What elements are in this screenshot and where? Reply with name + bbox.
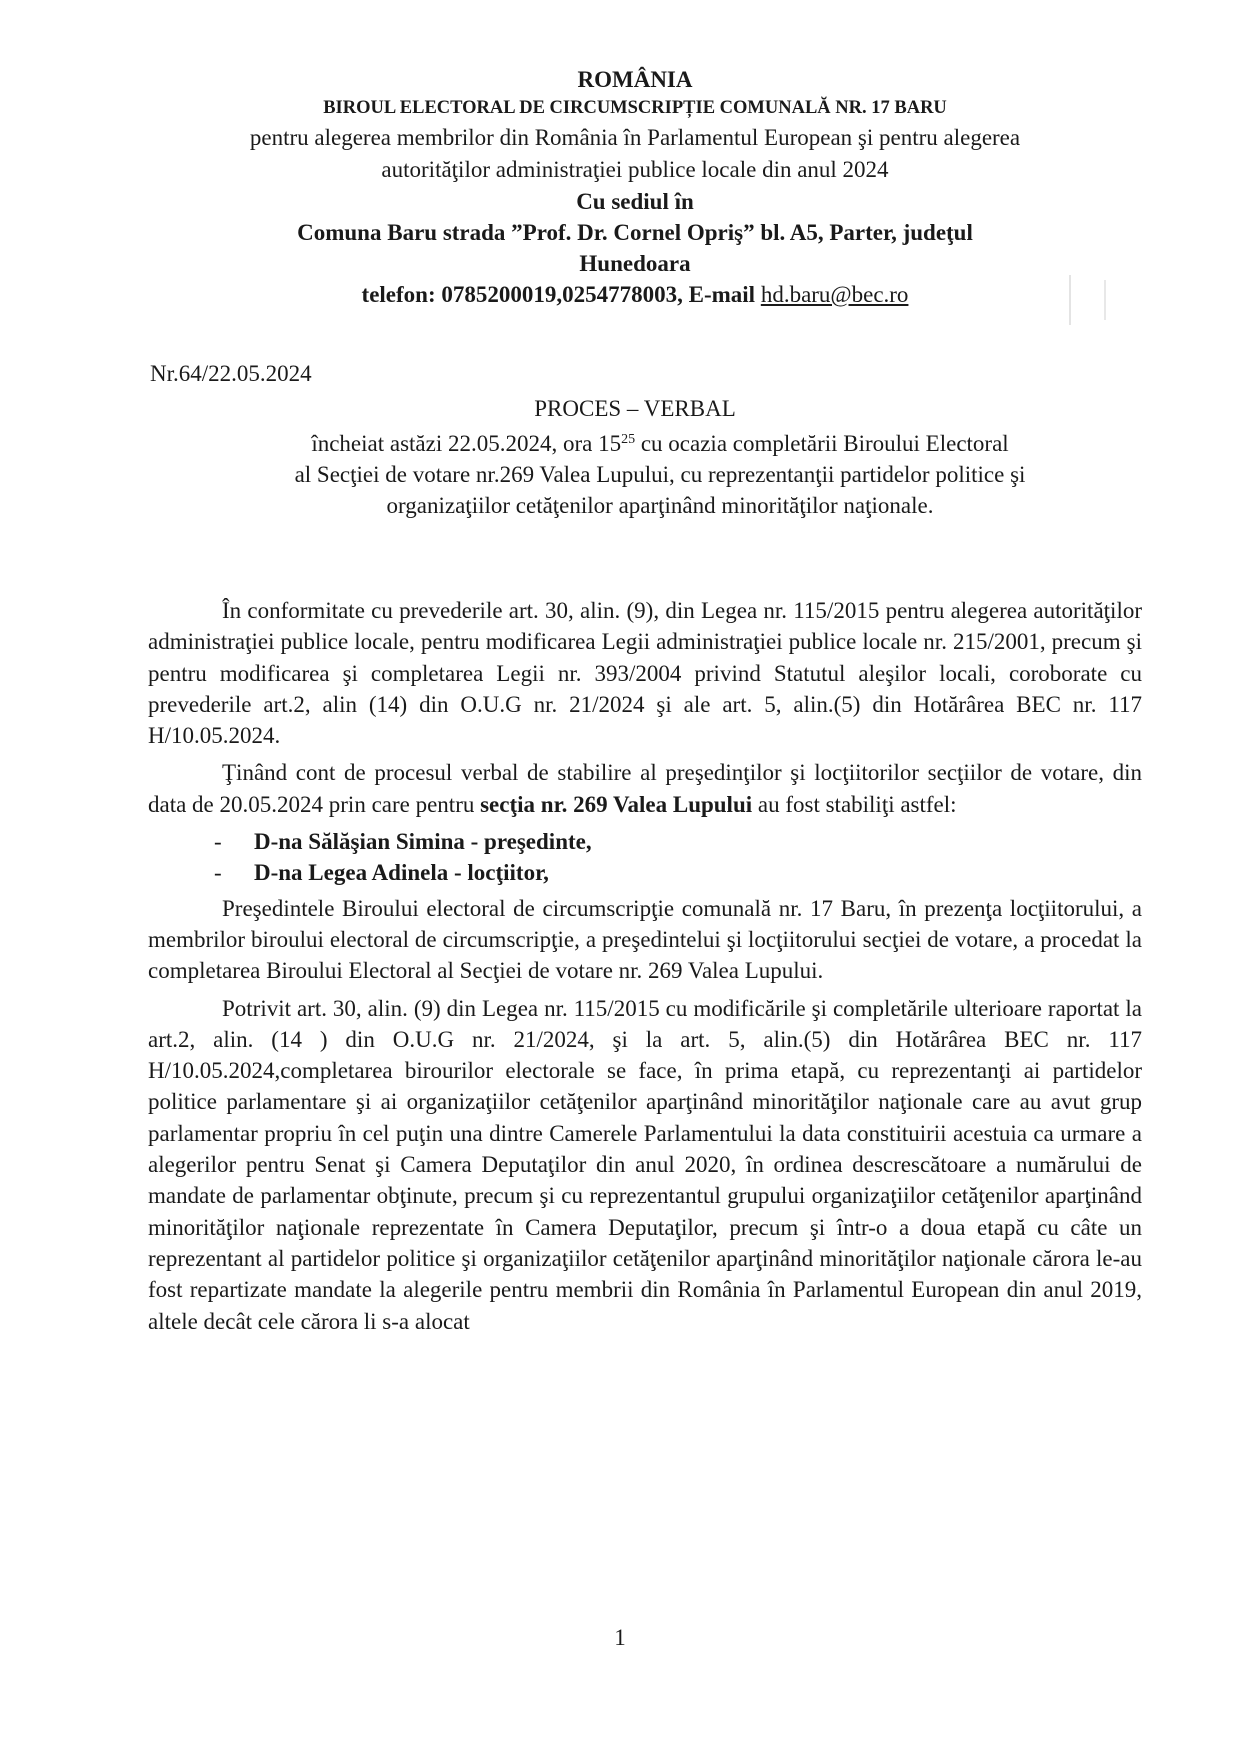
intro-text-part2: cu ocazia completării Biroului Electoral xyxy=(635,431,1009,456)
member-list-item xyxy=(148,857,1142,888)
paragraph-legal-basis: În conformitate cu prevederile art. 30, alin. (9), din Legea nr. 115/2015 pentru alegerea autorităţilor administraţiei publice locale, pentru modificarea Legii administraţiei publice locale nr. 215/2001, precum şi pentru modificarea şi completarea Legii nr. 393/2004 privind Statutul aleşilor locali, coroborate cu prevederile art.2, alin (14) din O.U.G nr. 21/2024 şi ale art. 5, alin.(5) din Hotărârea BEC nr. 117 H/10.05.2024. xyxy=(148,598,1142,749)
list-dash: - xyxy=(214,860,222,886)
intro-line-1 xyxy=(180,428,1140,459)
country-heading: ROMÂNIA xyxy=(577,67,693,92)
contact-phones: telefon: 0785200019,0254778003, E-mail xyxy=(361,282,761,307)
bureau-heading: BIROUL ELECTORAL DE CIRCUMSCRIPȚIE COMUNALĂ NR. 17 BARU xyxy=(323,98,947,118)
registration-number: Nr.64/22.05.2024 xyxy=(150,361,312,386)
document-title: PROCES – VERBAL xyxy=(534,396,736,421)
intro-line-3: organizaţiilor cetăţenilor aparţinând minorităţilor naţionale. xyxy=(386,493,934,518)
paragraph-procedure: Potrivit art. 30, alin. (9) din Legea nr. 115/2015 cu modificările şi completările ulterioare raportat la art.2, alin. (14 ) din O.U.G nr. 21/2024, şi la art. 5, alin.(5) din Hotărârea BEC nr. 117 H/10.05.2024,completarea birourilor electorale se face, în prima etapă, cu reprezentanţi ai partidelor politice parlamentare şi ai organizaţiilor cetăţenilor aparţinând minorităţilor naţionale care au avut grup parlamentar propriu în cel puţin una dintre Camerele Parlamentului la data constituirii acestuia ca urmare a alegerilor pentru Senat şi Camera Deputaţilor din anul 2020, în ordinea descrescătoare a numărului de mandate de parlamentar obţinute, precum şi cu reprezentantul grupului organizaţiilor cetăţenilor aparţinând minorităţilor naţionale reprezentate în Camera Deputaţilor, precum şi într-o a doua etapă cu câte un reprezentant al partidelor politice şi organizaţiilor cetăţenilor aparţinând minorităţilor naţionale cărora le-au fost repartizate mandate la alegerile pentru membrii din România în Parlamentul European din anul 2019, altele decât cele cărora li s-a alocat xyxy=(148,995,1142,1334)
paragraph-2-text: Ţinând cont de procesul verbal de stabilire al preşedinţilor şi locţiitorilor secţiilor de votare, din data de 20.05.2024 prin care pentru xyxy=(148,760,1142,817)
purpose-line-2: autorităţilor administraţiei publice locale din anul 2024 xyxy=(381,157,889,182)
list-dash: - xyxy=(214,829,222,855)
paragraph-section-presidents xyxy=(148,757,1142,820)
contact-line xyxy=(140,279,1130,310)
address-line-2: Hunedoara xyxy=(579,251,691,276)
member-deputy: D-na Legea Adinela - locţiitor, xyxy=(254,860,549,886)
paragraph-completion: Preşedintele Biroului electoral de circumscripţie comunală nr. 17 Baru, în prezenţa locţiitorului, a membrilor biroului electoral de circumscripţie, a preşedintelui şi locţiitorului secţiei de votare, a procedat la completarea Biroului Electoral al Secţiei de votare nr. 269 Valea Lupului. xyxy=(148,895,1142,984)
address-line-1: Comuna Baru strada ”Prof. Dr. Cornel Opriş” bl. A5, Parter, judeţul xyxy=(297,220,973,245)
intro-line-2: al Secţiei de votare nr.269 Valea Lupului, cu reprezentanţii partidelor politice şi xyxy=(294,462,1026,487)
page-number: 1 xyxy=(614,1625,626,1650)
section-name: secţia nr. 269 Valea Lupului xyxy=(480,791,753,817)
paragraph-2-text-end: au fost stabiliţi astfel: xyxy=(752,791,957,817)
scan-marks xyxy=(1060,270,1120,330)
intro-time-minutes: 25 xyxy=(621,432,636,447)
member-president: D-na Sălăşian Simina - preşedinte, xyxy=(254,829,592,855)
document-body xyxy=(148,595,1142,1343)
document-header xyxy=(140,66,1130,310)
member-list-item xyxy=(148,826,1142,857)
intro-text-part1: încheiat astăzi 22.05.2024, ora 15 xyxy=(311,431,622,456)
email-link[interactable]: hd.baru@bec.ro xyxy=(760,282,909,307)
seat-label: Cu sediul în xyxy=(576,189,694,214)
intro-block xyxy=(180,428,1140,521)
purpose-line-1: pentru alegerea membrilor din România în Parlamentul European şi pentru alegerea xyxy=(249,125,1021,150)
